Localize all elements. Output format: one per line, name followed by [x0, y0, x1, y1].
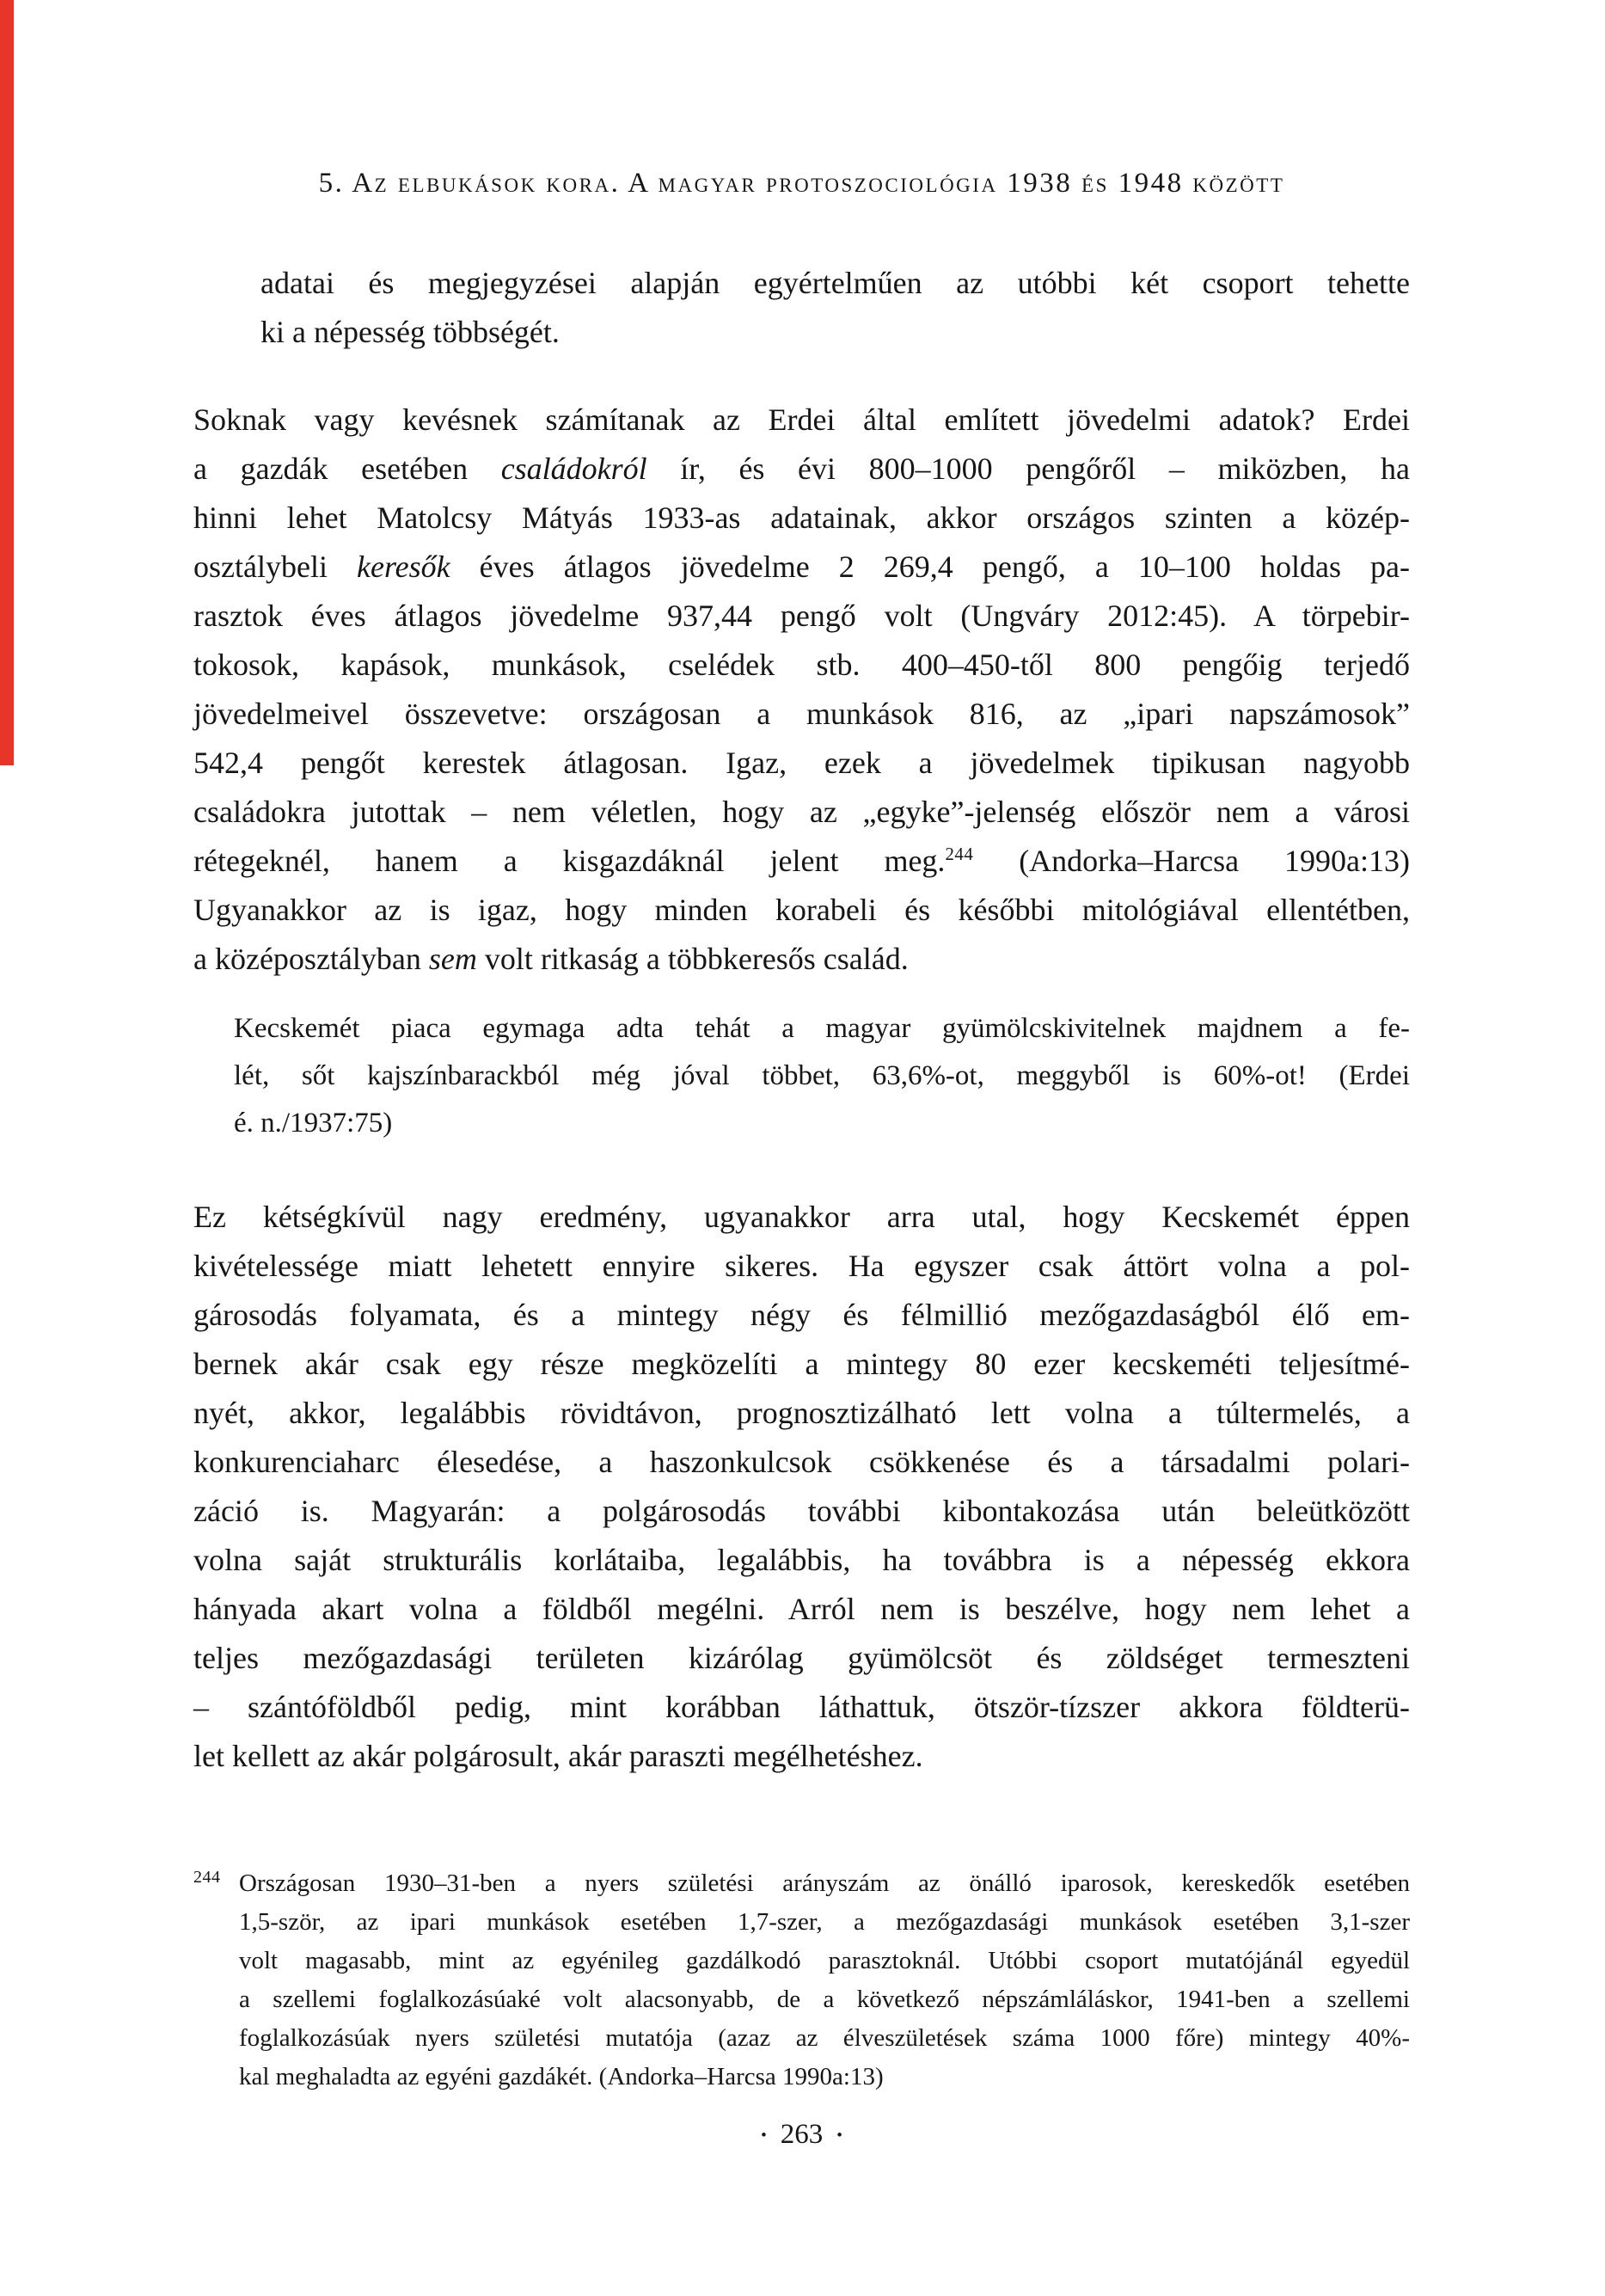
text-line: hányada akart volna a földből megélni. Arról nem is beszélve, hogy nem lehet a — [193, 1592, 1410, 1626]
text-line: a gazdák esetében családokról ír, és évi 800–1000 pengőről – miközben, ha — [193, 451, 1410, 486]
folio-bullet-right: • — [836, 2127, 842, 2145]
text-line: rétegeknél, hanem a kisgazdáknál jelent meg.$^{244}$ (Andorka–Harcsa 1990a:13) — [193, 844, 1410, 878]
text-line: konkurenciaharc élesedése, a haszonkulcsok csökkenése és a társadalmi polari- — [193, 1445, 1410, 1479]
text-line: nyét, akkor, legalábbis rövidtávon, prognosztizálható lett volna a túltermelés, a — [193, 1396, 1410, 1430]
text-line: jövedelmeivel összevetve: országosan a munkások 816, az „ipari napszámosok” — [193, 697, 1410, 731]
footnote — [193, 1864, 1410, 2096]
text-line: foglalkozásúak nyers születési mutatója (azaz az élveszületések száma 1000 főre) mintegy 40%- — [239, 2024, 1410, 2052]
text-line: családokra jutottak – nem véletlen, hogy az „egyke”-jelenség először nem a városi — [193, 795, 1410, 829]
text-line: Országosan 1930–31-ben a nyers születési arányszám az önálló iparosok, kereskedők esetében — [239, 1869, 1410, 1897]
text-line: 542,4 pengőt kerestek átlagosan. Igaz, ezek a jövedelmek tipikusan nagyobb — [193, 746, 1410, 780]
text-line: é. n./1937:75) — [234, 1108, 393, 1139]
text-line: kal meghaladta az egyéni gazdákét. (Andorka–Harcsa 1990a:13) — [239, 2063, 884, 2090]
red-bookmark-strip — [0, 0, 14, 765]
folio-number: 263 — [780, 2119, 824, 2150]
text-line: bernek akár csak egy része megközelíti a mintegy 80 ezer kecskeméti teljesítmé- — [193, 1347, 1410, 1381]
footnote-text — [239, 1864, 1410, 2096]
text-line: teljes mezőgazdasági területen kizárólag gyümölcsöt és zöldséget termeszteni — [193, 1641, 1410, 1675]
text-line: gárosodás folyamata, és a mintegy négy és félmillió mezőgazdaságból élő em- — [193, 1298, 1410, 1332]
footnote-number: 244 — [193, 1868, 221, 1887]
folio-bullet-left: • — [761, 2127, 767, 2145]
running-head: 5. Az elbukások kora. A magyar protoszociológia 1938 és 1948 között — [318, 168, 1285, 199]
text-line: adatai és megjegyzései alapján egyértelműen az utóbbi két csoport tehette — [260, 266, 1410, 300]
text-line: hinni lehet Matolcsy Mátyás 1933-as adatainak, akkor országos szinten a közép- — [193, 500, 1410, 535]
text-line: kivételessége miatt lehetett ennyire sikeres. Ha egyszer csak áttört volna a pol- — [193, 1249, 1410, 1283]
text-line: let kellett az akár polgárosult, akár paraszti megélhetéshez. — [193, 1739, 923, 1773]
text-line: Ugyanakkor az is igaz, hogy minden korabeli és későbbi mitológiával ellentétben, — [193, 893, 1410, 927]
text-line: ki a népesség többségét. — [260, 315, 560, 349]
text-line: volna saját strukturális korlátaiba, legalábbis, ha továbbra is a népesség ekkora — [193, 1543, 1410, 1577]
page-number — [193, 2117, 1410, 2153]
text-line: Soknak vagy kevésnek számítanak az Erdei által említett jövedelmi adatok? Erdei — [193, 402, 1410, 437]
text-line: – szántóföldből pedig, mint korábban láthattuk, ötször-tízszer akkora földterü- — [193, 1690, 1410, 1724]
text-line: Ez kétségkívül nagy eredmény, ugyanakkor arra utal, hogy Kecskemét éppen — [193, 1200, 1410, 1234]
intro-paragraph — [260, 259, 1410, 357]
text-line: záció is. Magyarán: a polgárosodás további kibontakozása után beleütközött — [193, 1494, 1410, 1528]
text-line: volt magasabb, mint az egyénileg gazdálkodó parasztoknál. Utóbbi csoport mutatójánál egyedül — [239, 1947, 1410, 1974]
text-line: a középosztályban sem volt ritkaság a többkeresős család. — [193, 942, 909, 976]
text-line: osztálybeli keresők éves átlagos jövedelme 2 269,4 pengő, a 10–100 holdas pa- — [193, 549, 1411, 584]
text-line: 1,5-ször, az ipari munkások esetében 1,7-szer, a mezőgazdasági munkások esetében 3,1-szer — [239, 1908, 1410, 1936]
text-line: a szellemi foglalkozásúaké volt alacsonyabb, de a következő népszámláláskor, 1941-ben a szellemi — [239, 1986, 1410, 2013]
text-line: lét, sőt kajszínbarackból még jóval többet, 63,6%-ot, meggyből is 60%-ot! (Erdei — [234, 1060, 1410, 1091]
text-line: tokosok, kapások, munkások, cselédek stb. 400–450-től 800 pengőig terjedő — [193, 648, 1410, 682]
body-paragraph-2 — [193, 1193, 1410, 1781]
body-paragraph-1 — [193, 396, 1410, 984]
block-quote — [234, 1005, 1410, 1147]
text-line: Kecskemét piaca egymaga adta tehát a magyar gyümölcskivitelnek majdnem a fe- — [234, 1013, 1410, 1044]
text-line: rasztok éves átlagos jövedelme 937,44 pengő volt (Ungváry 2012:45). A törpebir- — [193, 599, 1410, 633]
